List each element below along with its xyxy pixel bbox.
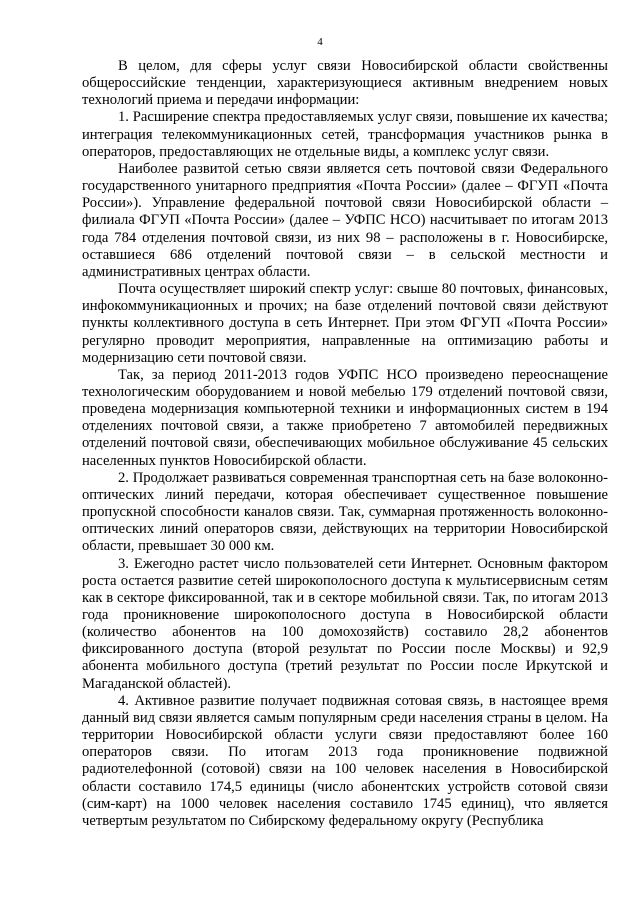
paragraph-item-3: 3. Ежегодно растет число пользователей сети Интернет. Основным фактором роста остается развитие сетей широкополосного доступа к мультисервисным сетям как в секторе фиксированной, так и в секторе мобильной связи. Так, по итогам 2013 года проникновение широкополосного доступа в Новосибирской области (количество абонентов на 100 домохозяйств) составило 28,2 абонентов фиксированного доступа (второй результат по России после Москвы) и 92,9 абонента мобильного доступа (третий результат по России после Иркутской и Магаданской областей). xyxy=(82,555,608,692)
paragraph-postal-network: Наиболее развитой сетью связи является сеть почтовой связи Федерального государственного унитарного предприятия «Почта России» (далее – ФГУП «Почта России»). Управление федеральной почтовой связи Новосибирской области – филиала ФГУП «Почта России» (далее – УФПС НСО) насчитывает по итогам 2013 года 784 отделения почтовой связи, из них 98 – расположены в г. Новосибирске, оставшиеся 686 отделений почтовой связи – в сельской местности и административных центрах области. xyxy=(82,160,608,280)
paragraph-postal-modernization: Так, за период 2011-2013 годов УФПС НСО произведено переоснащение технологическим оборудованием и новой мебелью 179 отделений почтовой связи, проведена модернизация компьютерной техники и информационных систем в 194 отделениях почтовой связи, а также приобретено 7 автомобилей передвижных отделений почтовой связи, обеспечивающих мобильное обслуживание 45 сельских населенных пунктов Новосибирской области. xyxy=(82,366,608,469)
paragraph-item-1: 1. Расширение спектра предоставляемых услуг связи, повышение их качества; интеграция телекоммуникационных сетей, трансформация участников рынка в операторов, предоставляющих не отдельные виды, а комплекс услуг связи. xyxy=(82,109,608,160)
page-number: 4 xyxy=(317,36,323,48)
document-body xyxy=(82,58,608,830)
paragraph-item-4: 4. Активное развитие получает подвижная сотовая связь, в настоящее время данный вид связи является самым популярным среди населения страны в целом. На территории Новосибирской области услуги связи предоставляют более 160 операторов связи. По итогам 2013 года проникновение подвижной радиотелефонной (сотовой) связи на 100 человек населения в Новосибирской области составило 174,5 единицы (число абонентских устройств сотовой связи (сим-карт) на 1000 человек населения составило 1745 единиц), что является четвертым результатом по Сибирскому федеральному округу (Республика xyxy=(82,692,608,829)
paragraph-item-2: 2. Продолжает развиваться современная транспортная сеть на базе волоконно-оптических линий передачи, которая обеспечивает существенное повышение пропускной способности каналов связи. Так, суммарная протяженность волоконно-оптических линий операторов связи, действующих на территории Новосибирской области, превышает 30 000 км. xyxy=(82,469,608,555)
paragraph-postal-services: Почта осуществляет широкий спектр услуг: свыше 80 почтовых, финансовых, инфокоммуникационных и прочих; на базе отделений почтовой связи действуют пункты коллективного доступа в сеть Интернет. При этом ФГУП «Почта России» регулярно проводит мероприятия, направленные на оптимизацию работы и модернизацию сети почтовой связи. xyxy=(82,281,608,366)
paragraph-intro: В целом, для сферы услуг связи Новосибирской области свойственны общероссийские тенденции, характеризующиеся активным внедрением новых технологий приема и передачи информации: xyxy=(82,58,608,109)
